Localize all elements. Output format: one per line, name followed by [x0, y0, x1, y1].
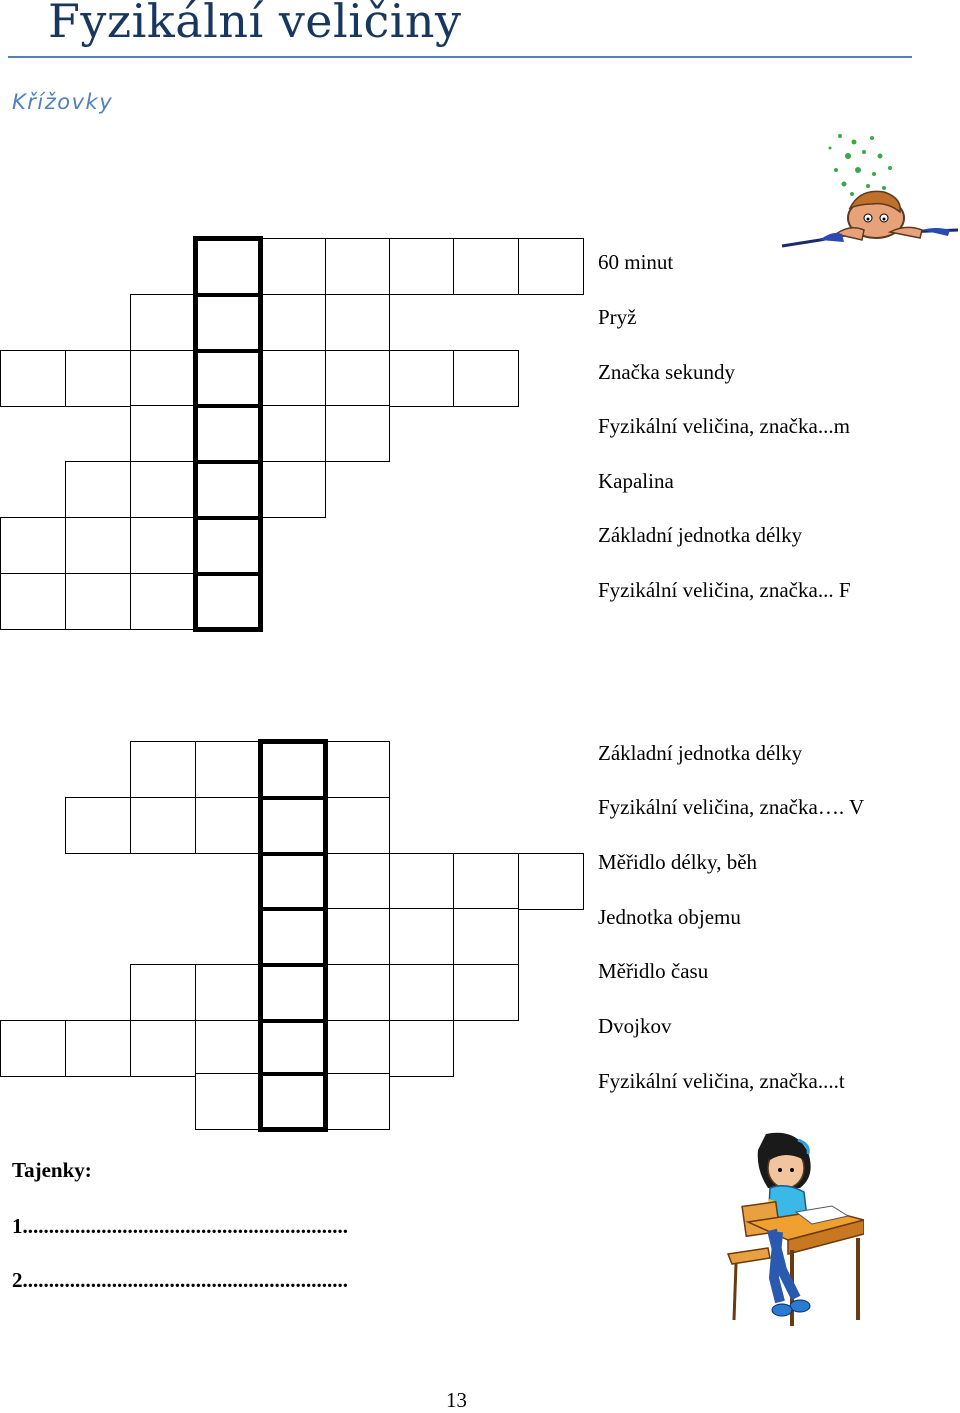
cw2-cell-r1-c5[interactable] — [260, 741, 326, 798]
cw2-cell-r6-c2[interactable] — [65, 1020, 131, 1077]
answers-label: Tajenky: — [12, 1158, 92, 1182]
clue-1-5: Kapalina — [598, 469, 674, 493]
page-number: 13 — [446, 1388, 467, 1412]
cw2-cell-r4-c5[interactable] — [260, 908, 326, 965]
cw2-cell-r6-c7[interactable] — [389, 1020, 454, 1077]
cw2-cell-r1-c6[interactable] — [325, 741, 390, 798]
cw2-cell-r6-c5[interactable] — [260, 1020, 326, 1077]
clue-2-6: Dvojkov — [598, 1014, 672, 1038]
cw2-cell-r2-c5[interactable] — [260, 797, 326, 854]
cw2-cell-r2-c3[interactable] — [130, 797, 196, 854]
clue-2-2: Fyzikální veličina, značka…. V — [598, 795, 865, 819]
cw2-secret-separator — [259, 963, 327, 967]
cw2-cell-r1-c3[interactable] — [130, 741, 196, 798]
cw2-cell-r1-c4[interactable] — [195, 741, 261, 798]
cw2-cell-r2-c6[interactable] — [325, 797, 390, 854]
clue-1-2: Pryž — [598, 305, 637, 329]
cw2-cell-r7-c5[interactable] — [260, 1073, 326, 1130]
answer-line-1: 1.............................................................. — [12, 1214, 348, 1238]
clue-1-6: Základní jednotka délky — [598, 523, 803, 547]
cw2-cell-r2-c4[interactable] — [195, 797, 261, 854]
cw2-secret-separator — [259, 852, 327, 856]
cw2-cell-r5-c8[interactable] — [453, 964, 519, 1021]
cw2-cell-r4-c6[interactable] — [325, 908, 390, 965]
page-title: Fyzikální veličiny — [48, 0, 462, 48]
cw2-secret-separator — [259, 907, 327, 911]
cw2-cell-r5-c6[interactable] — [325, 964, 390, 1021]
cw2-cell-r5-c4[interactable] — [195, 964, 261, 1021]
clue-1-4-text: Fyzikální veličina, značka...m — [598, 414, 850, 438]
cw2-cell-r6-c3[interactable] — [130, 1020, 196, 1077]
girl-at-desk-icon — [708, 1130, 864, 1330]
cw2-cell-r3-c5[interactable] — [260, 853, 326, 910]
cw2-cell-r6-c6[interactable] — [325, 1020, 390, 1077]
clue-1-3: Značka sekundy — [598, 360, 736, 384]
clue-2-5: Měřidlo času — [598, 959, 709, 983]
cw2-cell-r3-c6[interactable] — [325, 853, 390, 910]
clue-2-4: Jednotka objemu — [598, 905, 741, 929]
cw2-cell-r7-c4[interactable] — [195, 1073, 261, 1130]
clue-2-3: Měřidlo délky, běh — [598, 850, 758, 874]
section-subtitle: Křížovky — [12, 90, 114, 114]
cw2-secret-separator — [259, 1019, 327, 1023]
cw2-cell-r3-c8[interactable] — [453, 853, 519, 910]
cw2-cell-r3-c9[interactable] — [518, 853, 584, 910]
cw2-cell-r2-c2[interactable] — [65, 797, 131, 854]
cw2-cell-r6-c4[interactable] — [195, 1020, 261, 1077]
answer-line-2: 2.............................................................. — [12, 1268, 348, 1292]
clue-1-7: Fyzikální veličina, značka... F — [598, 578, 851, 602]
cw2-secret-separator — [259, 1072, 327, 1076]
cw2-cell-r5-c7[interactable] — [389, 964, 454, 1021]
cw2-cell-r5-c5[interactable] — [260, 964, 326, 1021]
cw2-cell-r6-c1[interactable] — [0, 1020, 66, 1077]
cw2-cell-r3-c7[interactable] — [389, 853, 454, 910]
cw2-cell-r7-c6[interactable] — [325, 1073, 390, 1130]
clue-2-1: Základní jednotka délky — [598, 741, 803, 765]
cw2-cell-r4-c7[interactable] — [389, 908, 454, 965]
clue-1-1: 60 minut — [598, 250, 674, 274]
cw2-secret-separator — [259, 796, 327, 800]
cw2-cell-r5-c3[interactable] — [130, 964, 196, 1021]
cw2-cell-r4-c8[interactable] — [453, 908, 519, 965]
clue-2-7: Fyzikální veličina, značka....t — [598, 1069, 845, 1093]
